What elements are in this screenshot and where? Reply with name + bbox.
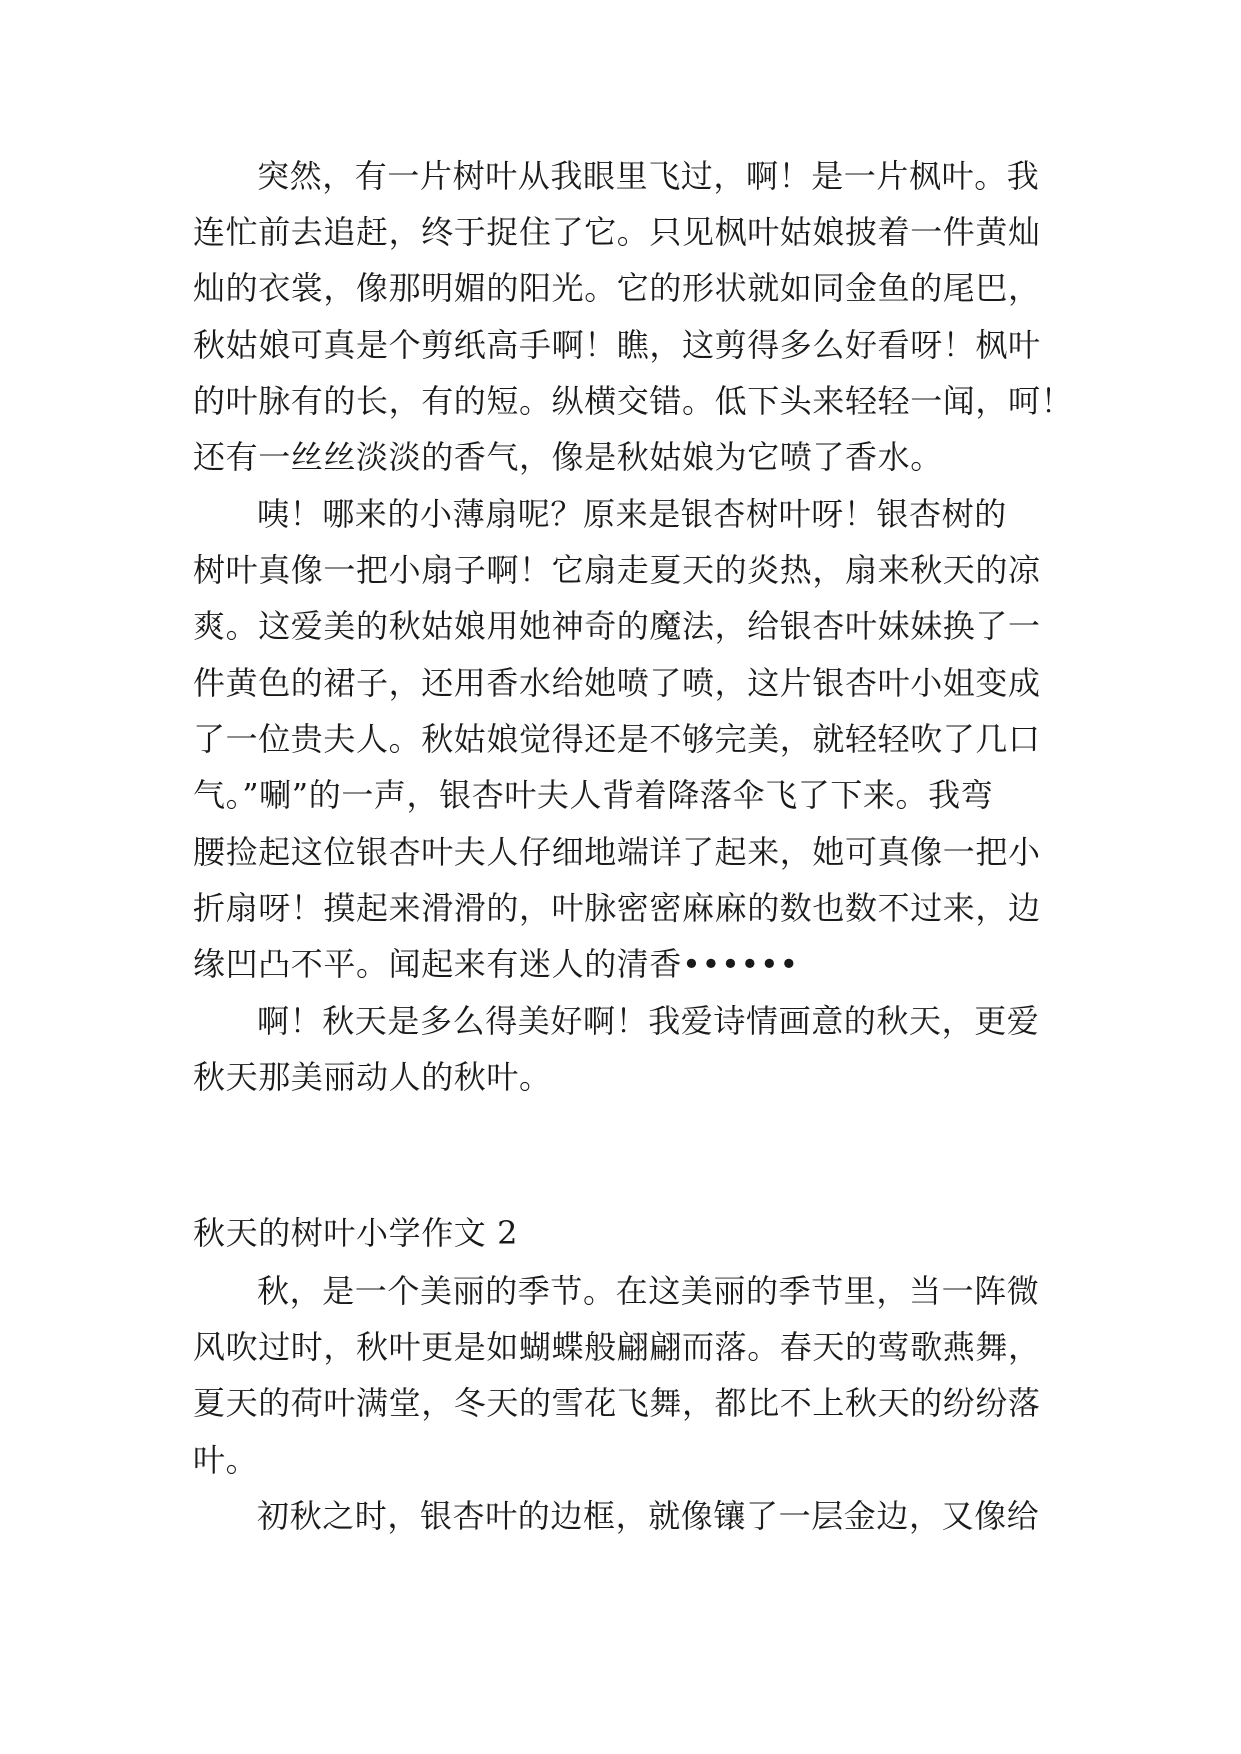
paragraph-line: 腰捡起这位银杏叶夫人仔细地端详了起来，她可真像一把小 (193, 833, 1041, 871)
paragraph-line: 还有一丝丝淡淡的香气，像是秋姑娘为它喷了香水。 (193, 438, 943, 476)
paragraph-line: 咦！哪来的小薄扇呢？原来是银杏树叶呀！银杏树的 (257, 495, 1007, 533)
paragraph-line: 初秋之时，银杏叶的边框，就像镶了一层金边，又像给 (257, 1497, 1040, 1535)
paragraph-line: 夏天的荷叶满堂，冬天的雪花飞舞，都比不上秋天的纷纷落 (193, 1384, 1041, 1422)
paragraph-line: 啊！秋天是多么得美好啊！我爱诗情画意的秋天，更爱 (257, 1002, 1040, 1040)
paragraph-line: 爽。这爱美的秋姑娘用她神奇的魔法，给银杏叶妹妹换了一 (193, 607, 1041, 645)
paragraph-line: 秋，是一个美丽的季节。在这美丽的季节里，当一阵微 (257, 1272, 1040, 1310)
paragraph-line: 件黄色的裙子，还用香水给她喷了喷，这片银杏叶小姐变成 (193, 664, 1041, 702)
paragraph-line: 秋姑娘可真是个剪纸高手啊！瞧，这剪得多么好看呀！枫叶 (193, 326, 1041, 364)
paragraph-line: 秋天那美丽动人的秋叶。 (193, 1058, 552, 1096)
paragraph-line: 折扇呀！摸起来滑滑的，叶脉密密麻麻的数也数不过来，边 (193, 889, 1041, 927)
paragraph-line: 连忙前去追赶，终于捉住了它。只见枫叶姑娘披着一件黄灿 (193, 213, 1041, 251)
paragraph-line: 风吹过时，秋叶更是如蝴蝶般翩翩而落。春天的莺歌燕舞， (193, 1328, 1041, 1366)
paragraph-line: 缘凹凸不平。闻起来有迷人的清香•••••• (193, 945, 799, 983)
paragraph-line: 灿的衣裳，像那明媚的阳光。它的形状就如同金鱼的尾巴， (193, 269, 1041, 307)
paragraph-line: 树叶真像一把小扇子啊！它扇走夏天的炎热，扇来秋天的凉 (193, 551, 1041, 589)
section-heading: 秋天的树叶小学作文 2 (193, 1214, 519, 1252)
paragraph-line: 了一位贵夫人。秋姑娘觉得还是不够完美，就轻轻吹了几口 (193, 720, 1041, 758)
paragraph-line: 气。”唰”的一声，银杏叶夫人背着降落伞飞了下来。我弯 (193, 776, 994, 814)
paragraph-line: 突然，有一片树叶从我眼里飞过，啊！是一片枫叶。我 (257, 157, 1040, 195)
paragraph-line: 叶。 (193, 1441, 259, 1479)
paragraph-line: 的叶脉有的长，有的短。纵横交错。低下头来轻轻一闻，呵！ (193, 382, 1074, 420)
